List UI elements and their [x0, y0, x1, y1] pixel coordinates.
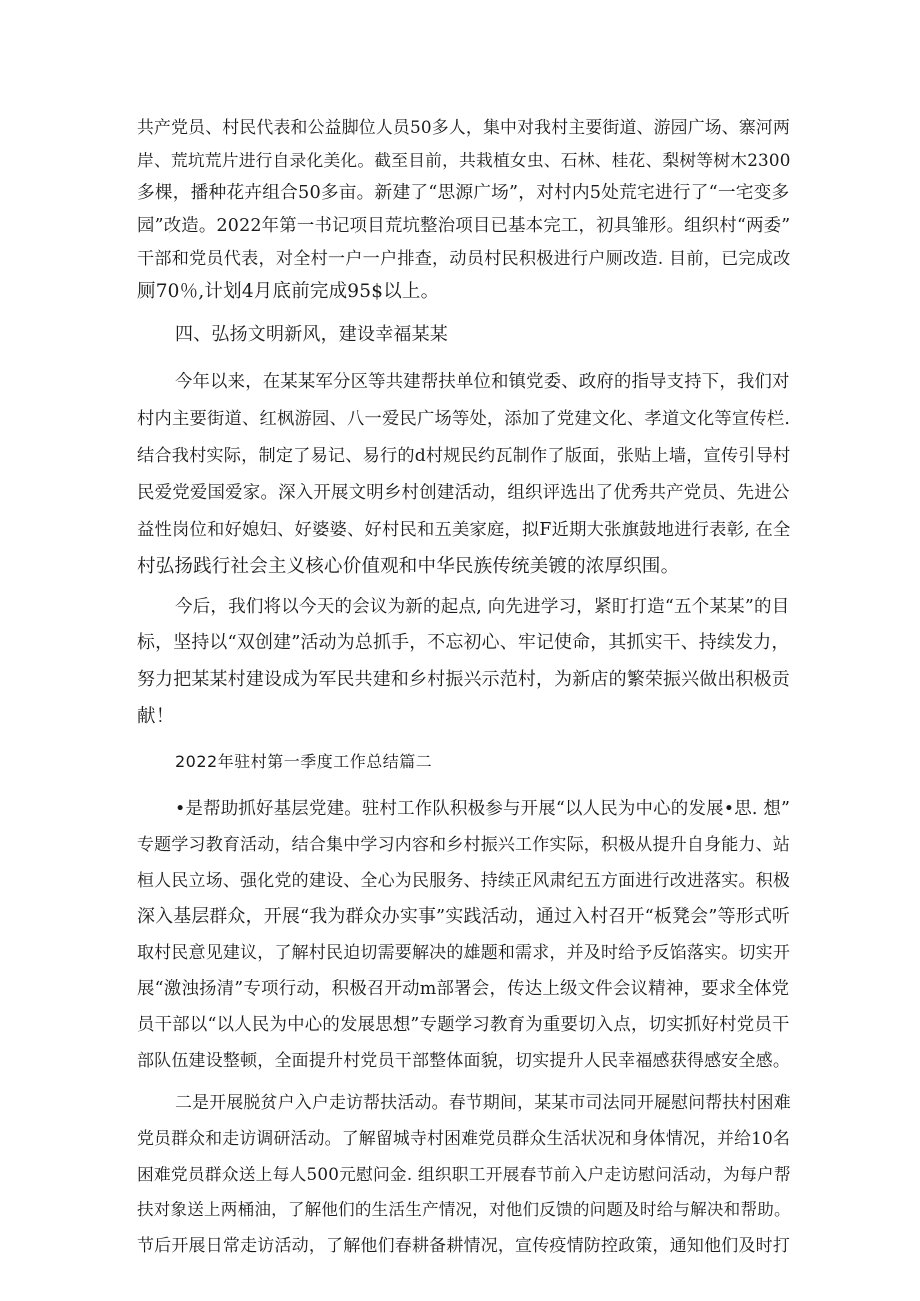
paragraph-line: 取村民意见建议，了解村民迫切需要解决的雄题和需求，并及时给予反馅落实。切实开	[137, 943, 791, 963]
paragraph-line: 桓人民立场、强化党的建设、全心为民服务、持续正风肃纪五方面进行改进落实。积极	[137, 871, 791, 891]
paragraph-line: 共产党员、村民代表和公益脚位人员50多人，集中对我村主要街道、游园广场、寨河两	[137, 117, 791, 137]
paragraph-line: 干部和党员代表，对全村一户一户排查，动员村民积极进行户厕改造. 目前，已完成改	[137, 249, 791, 269]
paragraph-line: 扶对象送上两桶油，了解他们的生活生产情况，对他们反馈的问题及时给与解决和帮助。	[137, 1200, 791, 1219]
paragraph-line: 深入基层群众，开展“我为群众办实事”实践活动，通过入村召开“板凳会”等形式听	[137, 906, 791, 927]
section-subtitle: 2022年驻村第一季度工作总结篇二	[175, 752, 433, 771]
paragraph-line: 困难党员群众送上每人500元慰问金. 组织职工开展春节前入户走访慰问活动，为每户帮	[137, 1164, 791, 1184]
paragraph-line: 多棵，播种花卉组合50多亩。新建了“思源广场”，对村内5处荒宅进行了“一宅变多	[137, 183, 790, 203]
paragraph-line: 益性岗位和好媳妇、好婆婆、好村民和五美家庭，拟F近期大张旗鼓地进行表彰, 在全	[137, 520, 791, 540]
paragraph-line: 努力把某某村建设成为军民共建和乡村振兴示范村，为新店的繁荣振兴做出积极贡	[137, 669, 790, 690]
paragraph-line: 民爱党爱国爱家。深入开展文明乡村创建活动，组织评选出了优秀共产党员、先进公	[137, 483, 790, 503]
paragraph-line: 岸、荒坑荒片进行自录化美化。截至目前，共栽植女虫、石林、桂花、梨树等树木2300	[137, 150, 791, 170]
paragraph-line: 村弘扬践行社会主义核心价值观和中华民族传统美镀的浓厚织围。	[137, 556, 680, 577]
paragraph-line: 专题学习教育活动，结合集中学习内容和乡村振兴工作实际，积极从提升自身能力、站	[137, 835, 791, 855]
paragraph-line: 部队伍建设整顿，全面提升村党员干部整体面貌，切实提升人民幸福感获得感安全感。	[137, 1051, 791, 1071]
paragraph-line: 结合我村实际，制定了易记、易行的d村规民约瓦制作了版面，张贴上墙，宣传引导村	[137, 446, 791, 466]
paragraph-line: 今后，我们将以今天的会议为新的起点, 向先进学习，紧盯打造“五个某某”的目	[175, 597, 790, 617]
paragraph-line: 厕70％,计划4月底前完成95$以上。	[137, 281, 440, 302]
paragraph-line: 标，坚持以“双创建”活动为总抓手，不忘初心、牢记使命，其抓实干、持续发力，	[137, 632, 790, 653]
paragraph-line: 节后开展日常走访活动，了解他们春耕备耕情况，宣传疫情防控政策，通知他们及时打	[137, 1236, 791, 1256]
paragraph-line: 今年以来，在某某军分区等共建帮扶单位和镇党委、政府的指导支持下，我们对	[175, 372, 790, 392]
paragraph-line: 二是开展脱贫户入户走访帮扶活动。春节期间，某某市司法同开屣慰问帮扶村困难	[175, 1092, 791, 1112]
section-heading: 四、弘扬文明新风，建设幸福某某	[175, 324, 448, 345]
paragraph-line: 展“激浊扬清”专项行动，积极召开动m部署会，传达上级文件会议精神，要求全体党	[137, 979, 790, 999]
paragraph-line: 员干部以“以人民为中心的发展思想”专题学习教育为重要切入点，切实抓好村党员干	[137, 1015, 790, 1035]
paragraph-line: 党员群众和走访调研活动。了解留城寺村困难党员群众生活状况和身体情况，并给10名	[137, 1128, 791, 1148]
paragraph-line: 村内主要街道、红枫游园、八一爱民广场等处，添加了党建文化、孝道文化等宣传栏.	[137, 409, 791, 429]
paragraph-line: 献！	[137, 706, 175, 727]
paragraph-line: •是帮助抓好基层党建。驻村工作队积极参与开展“以人民为中心的发展•思. 想”	[175, 799, 791, 819]
paragraph-line: 园”改造。2022年第一书记项目荒坑整治项目已基本完工，初具雏形。组织村“两委”	[137, 216, 791, 236]
